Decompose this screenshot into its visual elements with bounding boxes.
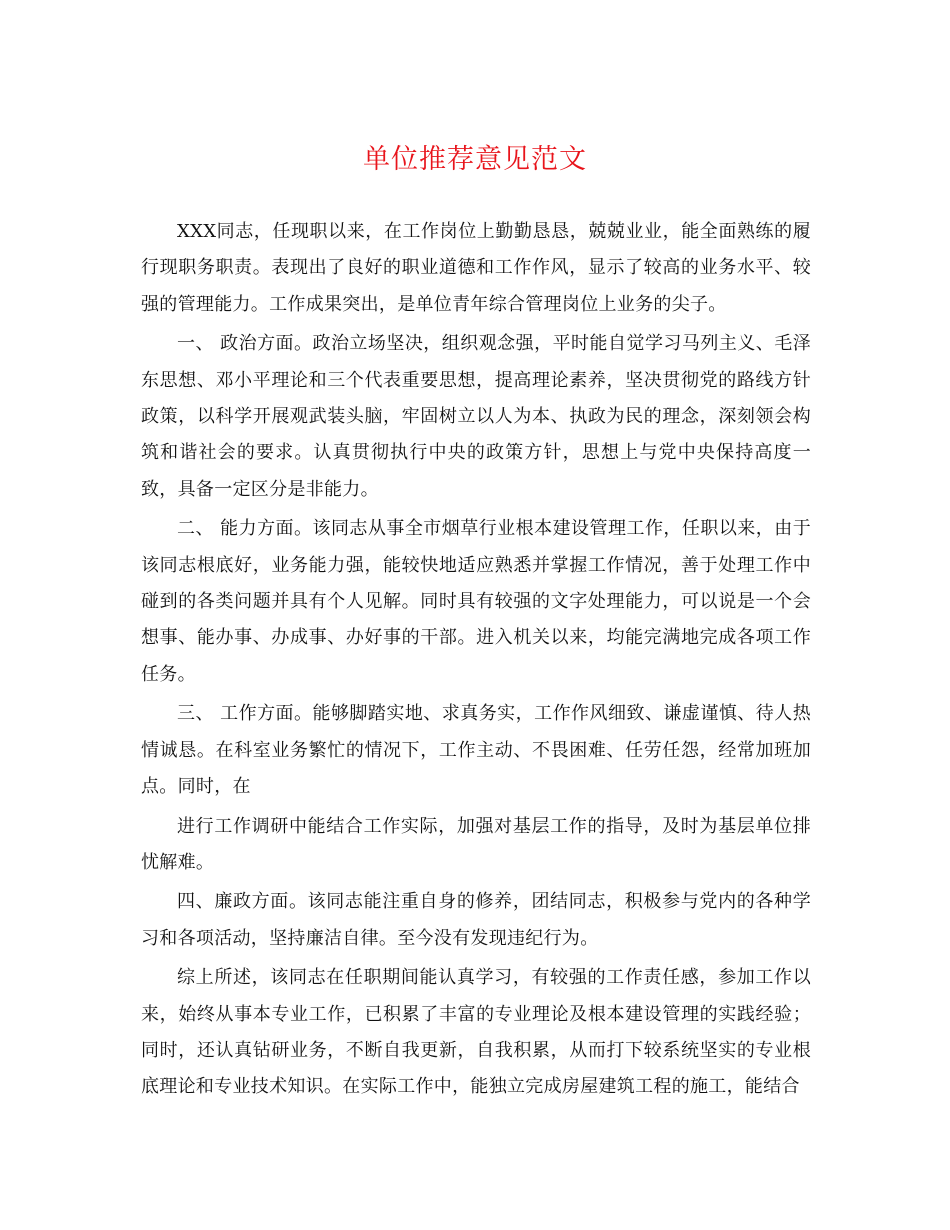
paragraph-work: 三、 工作方面。能够脚踏实地、求真务实，工作作风细致、谦虚谨慎、待人热情诚恳。在科室业务繁忙的情况下，工作主动、不畏困难、任劳任怨，经常加班加点。同时，在 xyxy=(141,703,811,798)
paragraph-integrity: 四、廉政方面。该同志能注重自身的修养，团结同志，积极参与党内的各种学习和各项活动，坚持廉洁自律。至今没有发现违纪行为。 xyxy=(141,891,811,949)
paragraph-work-continued: 进行工作调研中能结合工作实际，加强对基层工作的指导，及时为基层单位排忧解难。 xyxy=(141,815,811,873)
paragraph-ability: 二、 能力方面。该同志从事全市烟草行业根本建设管理工作，任职以来，由于该同志根底好，业务能力强，能较快地适应熟悉并掌握工作情况，善于处理工作中碰到的各类问题并具有个人见解。同时具有较强的文字处理能力，可以说是一个会想事、能办事、办成事、办好事的干部。进入机关以来，均能完满地完成各项工作任务。 xyxy=(141,518,811,685)
paragraph-summary: 综上所述，该同志在任职期间能认真学习，有较强的工作责任感，参加工作以来，始终从事本专业工作，已积累了丰富的专业理论及根本建设管理的实践经验；同时，还认真钻研业务，不断自我更新，自我积累，从而打下较系统坚实的专业根底理论和专业技术知识。在实际工作中，能独立完成房屋建筑工程的施工，能结合 xyxy=(141,967,811,1098)
paragraph-intro: XXX同志，任现职以来，在工作岗位上勤勤恳恳，兢兢业业，能全面熟练的履行现职务职责。表现出了良好的职业道德和工作作风，显示了较高的业务水平、较强的管理能力。工作成果突出，是单位青年综合管理岗位上业务的尖子。 xyxy=(141,221,811,315)
document-title: 单位推荐意见范文 xyxy=(363,144,587,175)
paragraph-political: 一、 政治方面。政治立场坚决，组织观念强，平时能自觉学习马列主义、毛泽东思想、邓小平理论和三个代表重要思想，提高理论素养，坚决贯彻党的路线方针政策，以科学开展观武装头脑，牢固树立以人为本、执政为民的理念，深刻领会构筑和谐社会的要求。认真贯彻执行中央的政策方针，思想上与党中央保持高度一致，具备一定区分是非能力。 xyxy=(141,333,811,500)
document-body xyxy=(141,214,811,1109)
